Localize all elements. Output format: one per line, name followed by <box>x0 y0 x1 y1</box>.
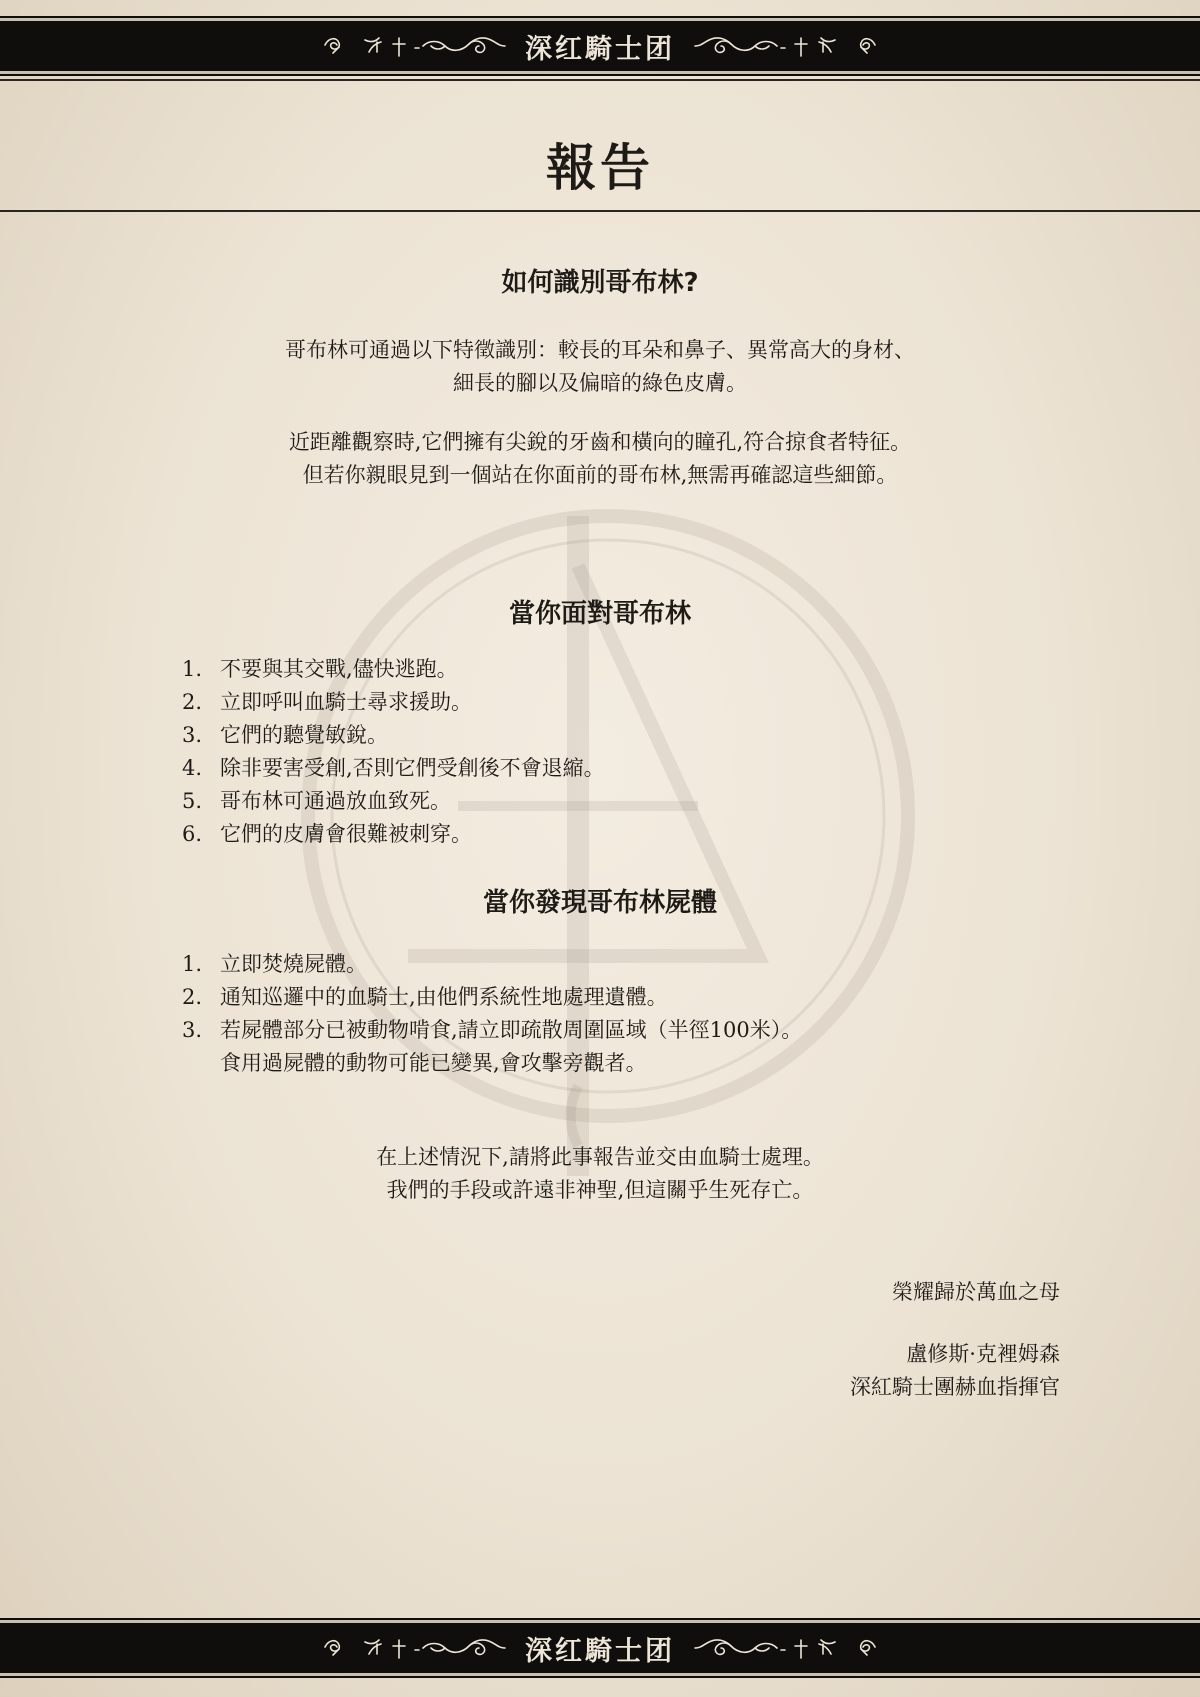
divider <box>0 210 1200 212</box>
text-line: 我們的手段或許遠非神聖,但這關乎生死存亡。 <box>386 1178 814 1202</box>
list-number: 2. <box>182 690 203 714</box>
list-item <box>182 948 802 981</box>
list-number: 5. <box>182 789 203 813</box>
ornament-right-icon <box>691 30 881 62</box>
list-item <box>182 981 802 1014</box>
list-item <box>182 785 605 818</box>
list-item <box>182 719 605 752</box>
list-text: 除非要害受創,否則它們受創後不會退縮。 <box>220 756 605 780</box>
banner-title: 深红騎士团 <box>525 33 675 65</box>
list-text: 通知巡邏中的血騎士,由他們系統性地處理遺體。 <box>220 985 668 1009</box>
text-line: 細長的腳以及偏暗的綠色皮膚。 <box>453 371 747 395</box>
header-banner <box>0 18 1200 74</box>
list-number: 2. <box>182 985 203 1009</box>
closing-paragraph <box>0 1141 1200 1207</box>
text-line: 哥布林可通過以下特徵識別：較長的耳朵和鼻子、異常高大的身材、 <box>285 338 915 362</box>
banner-title: 深红騎士团 <box>525 1635 675 1667</box>
section-heading-encounter: 當你面對哥布林 <box>508 599 691 629</box>
divider <box>0 79 1200 81</box>
list-text: 它們的聽覺敏銳。 <box>220 723 388 747</box>
identify-paragraph-1 <box>0 334 1200 400</box>
list-item <box>182 752 605 785</box>
section-heading-corpse: 當你發現哥布林屍體 <box>482 888 717 918</box>
signature-block <box>850 1338 1060 1404</box>
list-number: 3. <box>182 1018 203 1042</box>
corpse-list <box>182 948 802 1080</box>
text-line: 在上述情況下,請將此事報告並交由血騎士處理。 <box>376 1145 824 1169</box>
list-number: 6. <box>182 822 203 846</box>
encounter-list <box>182 653 605 851</box>
ornament-left-icon <box>319 30 509 62</box>
ornament-right-icon <box>691 1632 881 1664</box>
motto: 榮耀歸於萬血之母 <box>892 1280 1060 1304</box>
list-item <box>182 818 605 851</box>
list-text: 它們的皮膚會很難被刺穿。 <box>220 822 472 846</box>
list-text: 不要與其交戰,儘快逃跑。 <box>220 657 458 681</box>
signature-title: 深紅騎士團赫血指揮官 <box>850 1375 1060 1399</box>
list-number: 1. <box>182 952 203 976</box>
list-item <box>182 1014 802 1047</box>
page-title: 報告 <box>546 139 654 197</box>
list-text: 若屍體部分已被動物啃食,請立即疏散周圍區域（半徑100米）。 <box>220 1018 803 1042</box>
list-text: 哥布林可通過放血致死。 <box>220 789 451 813</box>
identify-paragraph-2 <box>0 426 1200 492</box>
list-continuation: 食用過屍體的動物可能已變異,會攻擊旁觀者。 <box>220 1051 647 1075</box>
list-item <box>182 653 605 686</box>
list-number: 3. <box>182 723 203 747</box>
text-line: 但若你親眼見到一個站在你面前的哥布林,無需再確認這些細節。 <box>302 463 898 487</box>
list-item <box>182 686 605 719</box>
section-heading-identify: 如何識別哥布林? <box>501 268 699 298</box>
ornament-left-icon <box>319 1632 509 1664</box>
list-number: 1. <box>182 657 203 681</box>
text-line: 近距離觀察時,它們擁有尖銳的牙齒和橫向的瞳孔,符合掠食者特征。 <box>288 430 912 454</box>
list-text: 立即焚燒屍體。 <box>220 952 367 976</box>
list-text: 立即呼叫血騎士尋求援助。 <box>220 690 472 714</box>
signature-name: 盧修斯·克裡姆森 <box>906 1342 1060 1366</box>
footer-banner <box>0 1620 1200 1676</box>
list-number: 4. <box>182 756 203 780</box>
